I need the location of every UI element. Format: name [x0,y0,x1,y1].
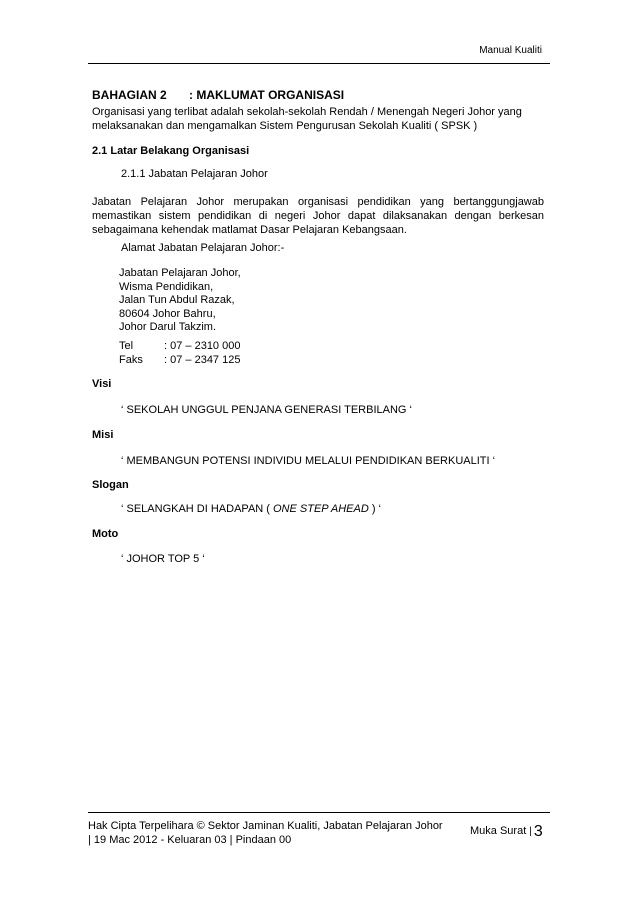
page-separator: | [529,826,532,837]
subsubsection-heading: 2.1.1 Jabatan Pelajaran Johor [121,168,268,180]
slogan-italic: ONE STEP AHEAD [273,503,369,515]
visi-text: ‘ SEKOLAH UNGGUL PENJANA GENERASI TERBILANG ‘ [121,404,412,416]
fax-row [119,353,240,367]
page-indicator [470,823,543,841]
address-line: 80604 Johor Bahru, [119,307,216,320]
misi-text: ‘ MEMBANGUN POTENSI INDIVIDU MELALUI PENDIDIKAN BERKUALITI ‘ [121,455,496,467]
tel-value: : 07 – 2310 000 [164,340,241,352]
header-title: Manual Kualiti [479,45,542,56]
page-label: Muka Surat [470,825,527,837]
intro-line: melaksanakan dan mengamalkan Sistem Pengurusan Sekolah Kualiti ( SPSK ) [92,120,478,132]
subsection-heading: 2.1 Latar Belakang Organisasi [92,145,250,157]
moto-text: ‘ JOHOR TOP 5 ‘ [121,553,205,565]
section-number: BAHAGIAN 2 [92,88,167,102]
section-heading [92,88,344,102]
footer-line: Hak Cipta Terpelihara © Sektor Jaminan Kualiti, Jabatan Pelajaran Johor [88,820,443,832]
tel-row [119,339,240,353]
slogan-suffix: ) ‘ [368,503,381,515]
intro-paragraph [92,105,544,133]
visi-label: Visi [92,378,112,390]
fax-value: : 07 – 2347 125 [164,354,241,366]
address-heading: Alamat Jabatan Pelajaran Johor:- [121,242,285,254]
address-line: Wisma Pendidikan, [119,280,214,293]
fax-label: Faks [119,354,143,366]
tel-label: Tel [119,340,134,352]
slogan-label: Slogan [92,479,129,491]
intro-line: Organisasi yang terlibat adalah sekolah-sekolah Rendah / Menengah Negeri Johor yang [92,106,522,118]
misi-label: Misi [92,429,114,441]
contact-block [119,339,240,367]
footer-rule [88,812,550,813]
address-line: Johor Darul Takzim. [119,321,216,333]
section-title: : MAKLUMAT ORGANISASI [189,88,345,102]
paragraph-line: sebagaimana kehendak matlamat Dasar Pelajaran Kebangsaan. [92,224,407,236]
address-line: Jalan Tun Abdul Razak, [119,294,235,306]
slogan-prefix: ‘ SELANGKAH DI HADAPAN ( [121,503,273,515]
description-paragraph [92,195,544,237]
footer-copyright [88,819,443,847]
address-line: Jabatan Pelajaran Johor, [119,267,241,279]
footer-line: | 19 Mac 2012 - Keluaran 03 | Pindaan 00 [88,834,292,846]
address-block [119,267,241,335]
paragraph-line: memastikan sistem pendidikan di negeri Johor dapat dilaksanakan dengan berkesan [92,210,544,222]
header-rule [88,63,550,64]
paragraph-line: Jabatan Pelajaran Johor merupakan organisasi pendidikan yang bertanggungjawab [92,196,544,208]
page-number: 3 [533,823,543,840]
slogan-text [121,503,381,515]
moto-label: Moto [92,528,119,540]
